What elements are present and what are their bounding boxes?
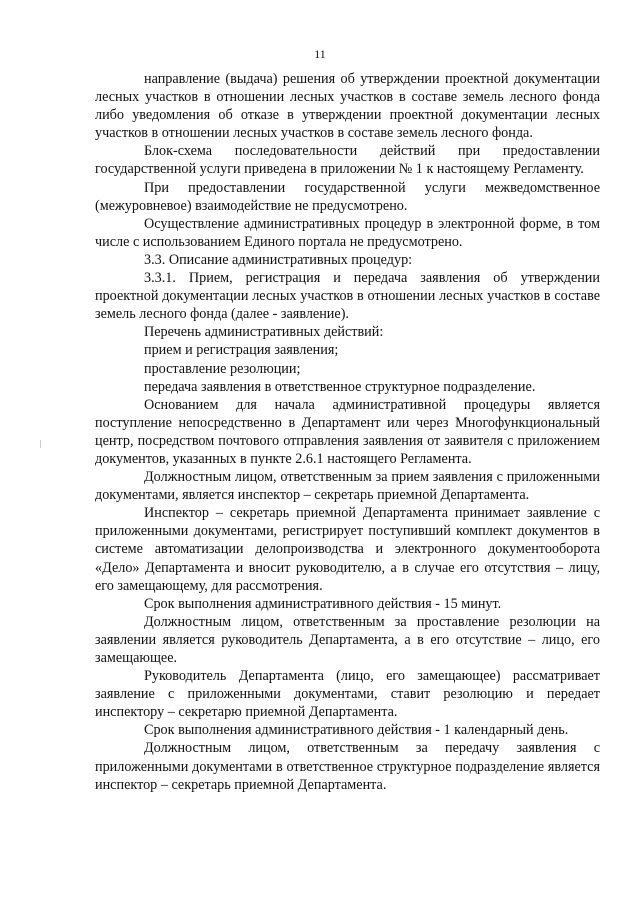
list-item: прием и регистрация заявления; <box>144 342 339 359</box>
page-number: 11 <box>314 47 326 61</box>
list-item: передача заявления в ответственное структурное подразделение. <box>144 378 536 395</box>
paragraph-electronic-form: Осуществление административных процедур в электронной форме, в том числе с использованием Единого портала не предусмотрено. <box>95 215 600 250</box>
paragraph-term-15-min: Срок выполнения административного действия - 15 минут. <box>144 595 502 612</box>
subsection-3-3-1: 3.3.1. Прием, регистрация и передача заявления об утверждении проектной документации лесных участков в отношении лесных участков в составе земель лесного фонда (далее - заявление). <box>95 270 600 323</box>
paragraph-responsible-transfer: Должностным лицом, ответственным за передачу заявления с приложенными документами в ответственное структурное подразделение является инспектор – секретарь приемной Департамента. <box>95 740 600 793</box>
paragraph-continuation: направление (выдача) решения об утверждении проектной документации лесных участков в отношении лесных участков в составе земель лесного фонда либо уведомления об отказе в утверждении проектной документации лесных участков в отношении лесных участков в составе земель лесного фонда. <box>95 71 600 142</box>
scan-mark <box>40 440 41 448</box>
paragraph-interagency: При предоставлении государственной услуги межведомственное (межуровневое) взаимодействие не предусмотрено. <box>95 179 600 214</box>
section-heading-3-3: 3.3. Описание административных процедур: <box>144 251 413 268</box>
paragraph-flowchart-reference: Блок-схема последовательности действий при предоставлении государственной услуги приведена в приложении № 1 к настоящему Регламенту. <box>95 143 600 178</box>
paragraph-term-1-day: Срок выполнения административного действия - 1 календарный день. <box>144 722 569 739</box>
paragraph-inspector-actions: Инспектор – секретарь приемной Департамента принимает заявление с приложенными документами, регистрирует поступивший комплект документов в системе автоматизации делопроизводства и электронного документооборота «Дело» Департамента и вносит руководителю, а в случае его отсутствия – лицу, его замещающему, для рассмотрения. <box>95 505 600 594</box>
paragraph-basis: Основанием для начала административной процедуры является поступление непосредственно в Департамент или через Многофункциональный центр, посредством почтового отправления заявления от заявителя с приложением документов, указанных в пункте 2.6.1 настоящего Регламента. <box>95 396 600 467</box>
paragraph-responsible-reception: Должностным лицом, ответственным за прием заявления с приложенными документами, является инспектор – секретарь приемной Департамента. <box>95 469 600 504</box>
paragraph-head-actions: Руководитель Департамента (лицо, его замещающее) рассматривает заявление с приложенными документами, ставит резолюцию и передает инспектору – секретарю приемной Департамента. <box>95 668 600 721</box>
paragraph-responsible-resolution: Должностным лицом, ответственным за проставление резолюции на заявлении является руководитель Департамента, а в его отсутствие – лицо, его замещающее. <box>95 613 600 666</box>
list-heading: Перечень административных действий: <box>144 324 384 341</box>
document-body <box>95 70 600 794</box>
list-item: проставление резолюции; <box>144 360 301 377</box>
